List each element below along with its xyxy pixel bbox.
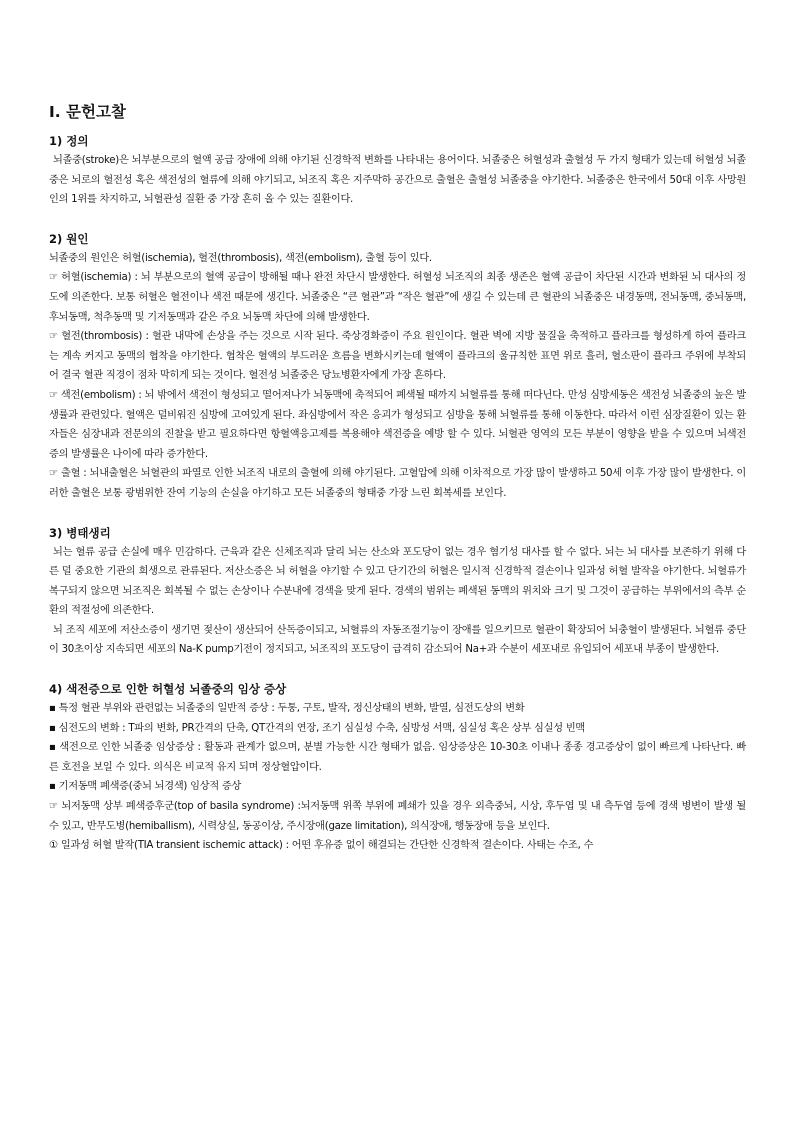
symptoms-ecg-text: ▪ 심전도의 변화 : T파의 변화, PR간격의 단축, QT간격의 연장, 조기 심실성 수축, 심방성 서맥, 심실성 혹은 상부 심실성 빈맥 bbox=[49, 722, 585, 734]
symptoms-basilar-heading-text: ▪ 기저동맥 폐색증(중뇌 뇌경색) 임상적 증상 bbox=[49, 781, 242, 793]
section-pathophysiology-heading: 3) 병태생리 bbox=[49, 525, 111, 540]
section-symptoms-heading: 4) 색전증으로 인한 허혈성 뇌졸중의 임상 증상 bbox=[49, 682, 287, 697]
cause-ischemia-text: ☞ 허혈(ischemia) : 뇌 부분으로의 혈액 공급이 방해될 때나 완전 차단시 발생한다. 허혈성 뇌조직의 최종 생존은 혈액 공급이 차단된 시간과 변화된 뇌 대사의 정도에 의존한다. 보통 허혈은 혈전이나 색전 때문에 생긴다. 뇌졸중은 “큰 혈관”과 “작은 혈관”에 생길 수 있는데 큰 혈관의 뇌졸중은 내경동맥, 전뇌동맥, 중뇌동맥, 후뇌동맥, 척추동맥 및 기저동맥과 같은 주요 뇌동맥 차단에 의해 발생한다. bbox=[49, 272, 746, 323]
pathophysiology-text-1: 뇌는 혈류 공급 손실에 매우 민감하다. 근육과 같은 신체조직과 달리 뇌는 산소와 포도당이 없는 경우 혐기성 대사를 할 수 없다. 뇌는 뇌 대사를 보존하기 위해 다른 덜 중요한 기관의 희생으로 관류된다. 저산소증은 뇌 허혈을 야기할 수 있고 단기간의 허혈은 일시적 신경학적 결손이나 일과성 허혈 발작을 야기한다. 뇌혈류가 복구되지 않으면 뇌조직은 회복될 수 없는 손상이나 수분내에 경색을 맞게 된다. 경색의 범위는 폐색된 동맥의 위치와 크기 및 그것이 공급하는 부위에서의 측부 순환의 적절성에 의존한다. bbox=[49, 546, 746, 617]
document-title: Ⅰ. 문헌고찰 bbox=[49, 103, 126, 121]
section-definition-heading: 1) 정의 bbox=[49, 134, 89, 148]
symptoms-top-of-basilar-text: ☞ 뇌저동맥 상부 폐색증후군(top of basila syndrome) :뇌저동맥 위쪽 부위에 폐쇄가 있을 경우 외측중뇌, 시상, 후두엽 및 내 측두엽 등에 경색 병변이 발생 될 수 있고, 반무도병(hemiballism), 시력상실, 동공이상, 주시장애(gaze limitation), 의식장애, 행동장애 등을 보인다. bbox=[49, 801, 746, 832]
symptoms-tia-text: ① 일과성 허혈 발작(TIA transient ischemic attack) : 어떤 후유증 없이 해결되는 간단한 신경학적 결손이다. 사태는 수조, 수 bbox=[49, 840, 594, 852]
section-cause-heading: 2) 원인 bbox=[49, 231, 89, 246]
document-page bbox=[49, 100, 746, 856]
cause-embolism-text: ☞ 색전(embolism) : 뇌 밖에서 색전이 형성되고 떨어져나가 뇌동맥에 축적되어 폐색될 때까지 뇌혈류를 통해 떠다닌다. 만성 심방세동은 색전성 뇌졸중의 높은 발생률과 관련있다. 혈액은 덜비워진 심방에 고여있게 된다. 좌심방에서 작은 응괴가 형성되고 심방을 통해 뇌혈류를 통해 이동한다. 따라서 이런 심장질환이 있는 환자들은 심장내과 전문의의 진찰을 받고 필요하다면 항혈액응고제를 복용해야 색전증을 예방 할 수 있다. 뇌혈관 영역의 모든 부분이 영향을 받을 수 있으며 뇌색전증의 발생률은 나이에 따라 증가한다. bbox=[49, 389, 746, 460]
cause-hemorrhage-text: ☞ 출혈 : 뇌내출혈은 뇌혈관의 파열로 인한 뇌조직 내로의 출혈에 의해 야기된다. 고혈압에 의해 이차적으로 가장 많이 발생하고 50세 이후 가장 많이 발생한다. 이러한 출혈은 보통 광범위한 잔여 기능의 손실을 야기하고 모든 뇌졸중의 형태중 가장 느린 회복세를 보인다. bbox=[49, 468, 746, 499]
cause-thrombosis-text: ☞ 혈전(thrombosis) : 혈관 내막에 손상을 주는 것으로 시작 된다. 죽상경화증이 주요 원인이다. 혈관 벽에 지방 물질을 축적하고 플라크를 형성하게 하여 플라크는 계속 커지고 동맥의 협착을 야기한다. 협착은 혈액의 부드러운 흐름을 변화시키는데 혈액이 플라크의 울규칙한 표면 위로 흘러, 혈소판이 플라크 주위에 부착되어 결국 혈관 직경이 점차 막히게 되는 것이다. 혈전성 뇌졸중은 당뇨병환자에게 가장 흔하다. bbox=[49, 331, 746, 382]
pathophysiology-text-2: 뇌 조직 세포에 저산소증이 생기면 젖산이 생산되어 산독증이되고, 뇌혈류의 자동조절기능이 장애를 일으키므로 혈관이 확장되어 뇌충혈이 발생된다. 뇌혈류 중단이 30초이상 지속되면 세포의 Na-K pump기전이 정지되고, 뇌조직의 포도당이 급격히 감소되어 Na+과 수분이 세포내로 유입되어 세포내 부종이 발생한다. bbox=[49, 624, 746, 656]
section-definition-text: 뇌졸중(stroke)은 뇌부분으로의 혈액 공급 장애에 의해 야기된 신경학적 변화를 나타내는 용어이다. 뇌졸중은 허혈성과 출혈성 두 가지 형태가 있는데 허혈성 뇌졸중은 뇌로의 혈전성 혹은 색전성의 혈류에 의해 야기되고, 뇌조직 혹은 지주막하 공간으로 출혈은 출혈성 뇌졸중을 야기한다. 뇌졸중은 한국에서 50대 이후 사망원인의 1위를 차지하고, 뇌혈관성 질환 중 가장 흔히 올 수 있는 질환이다. bbox=[49, 155, 747, 206]
symptoms-general-text: ▪ 특정 혈관 부위와 관련없는 뇌졸중의 일반적 증상 : 두통, 구토, 발작, 정신상태의 변화, 발열, 심전도상의 변화 bbox=[49, 703, 525, 715]
symptoms-embolic-text: ▪ 색전으로 인한 뇌졸중 임상증상 : 활동과 관계가 없으며, 분별 가능한 시간 형태가 없음. 임상증상은 10-30초 이내나 종종 경고증상이 없이 빠르게 나타난다. 빠른 호전을 보일 수 있다. 의식은 비교적 유지 되며 정상혈압이다. bbox=[49, 742, 746, 773]
cause-intro-text: 뇌졸중의 원인은 허혈(ischemia), 혈전(thrombosis), 색전(embolism), 출혈 등이 있다. bbox=[49, 252, 432, 264]
